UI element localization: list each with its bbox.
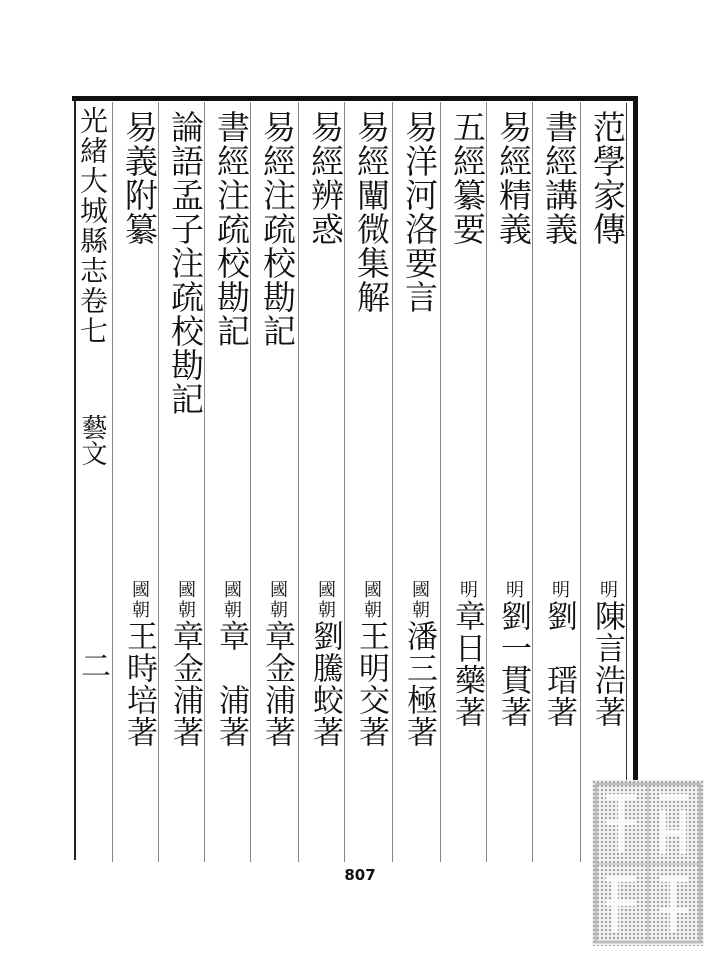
section-title-margin: 藝文	[77, 414, 107, 466]
entry-author	[490, 580, 536, 810]
author-name: 陳言浩著	[589, 600, 625, 728]
frame-right-border	[633, 96, 638, 864]
author-era: 國朝	[175, 580, 196, 620]
author-name: 潘三極著	[401, 620, 437, 748]
author-era: 國朝	[129, 580, 150, 620]
author-name: 章金浦著	[167, 620, 203, 748]
author-era: 國朝	[221, 580, 242, 620]
entry-author	[116, 580, 162, 810]
author-name: 劉 瑨著	[541, 600, 577, 728]
entry-title: 易經辨惑	[306, 110, 345, 246]
author-name: 章 浦著	[213, 620, 249, 748]
author-name: 劉騰蛟著	[307, 620, 343, 748]
author-name: 王時培著	[121, 620, 157, 748]
author-name: 劉一貫著	[495, 600, 531, 728]
entry-title: 易義附纂	[120, 110, 159, 246]
author-era: 明	[549, 580, 570, 600]
entry-author	[444, 580, 490, 810]
entry-title: 范學家傳	[588, 110, 627, 246]
entry-title: 書經注疏校勘記	[212, 110, 251, 348]
entry-title: 易經注疏校勘記	[258, 110, 297, 348]
entry-author	[254, 580, 300, 810]
entry-title: 五經纂要	[448, 110, 487, 246]
page-number: 807	[344, 866, 376, 884]
author-era: 明	[597, 580, 618, 600]
entry-title: 易經精義	[494, 110, 533, 246]
library-seal-stamp	[592, 780, 704, 946]
author-name: 章金浦著	[259, 620, 295, 748]
author-era: 明	[503, 580, 524, 600]
entry-author	[396, 580, 442, 810]
entry-author	[584, 580, 630, 810]
entry-author	[208, 580, 254, 810]
author-era: 國朝	[315, 580, 336, 620]
entry-title: 書經講義	[540, 110, 579, 246]
author-name: 章日藥著	[449, 600, 485, 728]
entry-title: 易經闡微集解	[352, 110, 391, 314]
entry-title: 論語孟子注疏校勘記	[166, 110, 205, 416]
entry-author	[348, 580, 394, 810]
book-title-margin: 光緒大城縣志卷七	[76, 106, 109, 346]
column-rule	[112, 102, 113, 862]
author-name: 王明交著	[353, 620, 389, 748]
entry-title: 易洋河洛要言	[400, 110, 439, 314]
frame-top-border	[72, 96, 638, 101]
author-era: 國朝	[267, 580, 288, 620]
entry-author	[536, 580, 582, 810]
leaf-number-margin: 二	[75, 650, 110, 680]
author-era: 國朝	[409, 580, 430, 620]
author-era: 明	[457, 580, 478, 600]
entry-author	[302, 580, 348, 810]
author-era: 國朝	[361, 580, 382, 620]
entry-author	[162, 580, 208, 810]
